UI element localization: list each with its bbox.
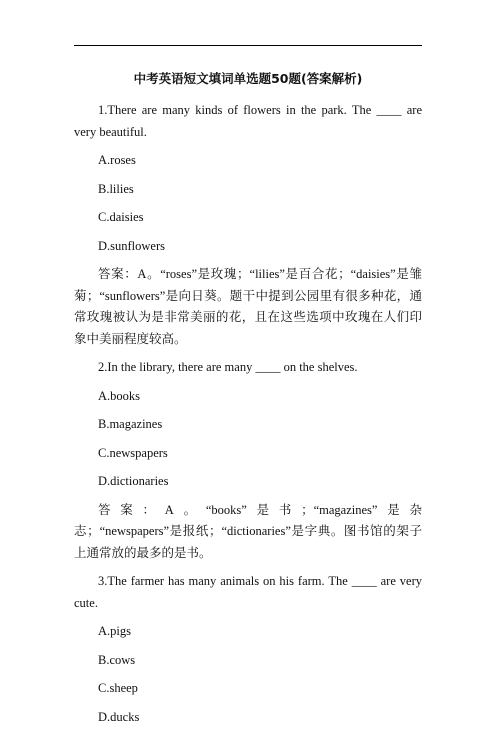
- question-3: [74, 571, 422, 728]
- option-c: C.newspapers: [98, 445, 168, 460]
- option-a: A.books: [98, 388, 141, 403]
- option-d: D.dictionaries: [98, 474, 169, 488]
- option-d: D.sunflowers: [98, 238, 166, 253]
- question-list: [74, 100, 422, 735]
- option-b: B.lilies: [98, 181, 134, 196]
- question-2: [74, 357, 422, 564]
- option-a: A.pigs: [98, 624, 131, 638]
- option-c: C.sheep: [98, 681, 138, 695]
- question-stem: 3.The farmer has many animals on his farm. The ____ are very cute.: [74, 574, 422, 610]
- option-a: A.roses: [98, 153, 136, 167]
- question-stem: 1.There are many kinds of flowers in the park. The ____ are very beautiful.: [74, 103, 422, 139]
- header-rule: [74, 45, 422, 46]
- question-stem: 2.In the library, there are many ____ on the shelves.: [98, 360, 358, 374]
- option-b: B.magazines: [98, 417, 163, 431]
- answer-explanation: 答案：A。“books”是书；“magazines”是杂志；“newspapers”是报纸；“dictionaries”是字典。图书馆的架子上通常放的最多的是书。: [74, 502, 422, 560]
- option-c: C.daisies: [98, 210, 144, 224]
- option-b: B.cows: [98, 652, 136, 667]
- question-1: [74, 100, 422, 350]
- option-d: D.ducks: [98, 709, 140, 724]
- document-title: 中考英语短文填词单选题50题(答案解析): [133, 71, 363, 86]
- answer-explanation: 答案：A。“roses”是玫瑰；“lilies”是百合花；“daisies”是雏菊；“sunflowers”是向日葵。题干中提到公园里有很多种花，通常玫瑰被认为是非常美丽的花，且在这些选项中玫瑰在人们印象中美丽程度较高。: [74, 267, 422, 346]
